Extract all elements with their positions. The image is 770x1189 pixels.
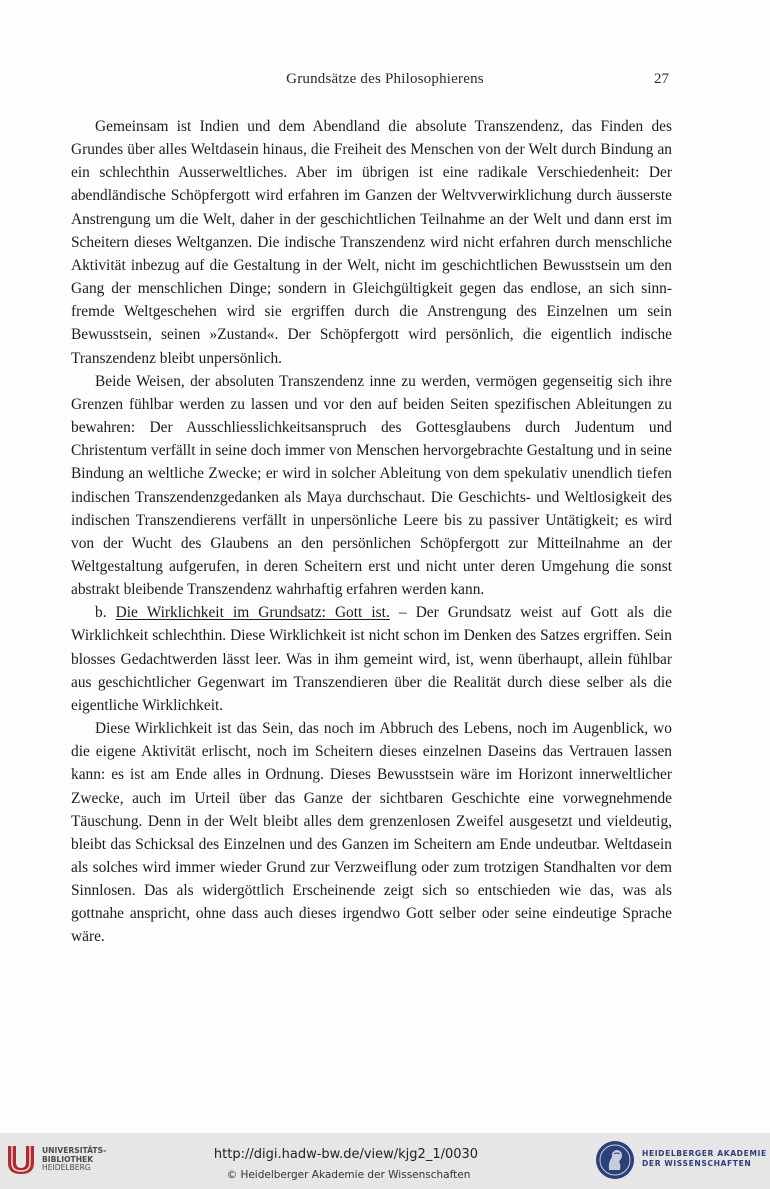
paragraph-2: Beide Weisen, der absoluten Transzendenz inne zu werden, vermögen gegenseitig sich ihre Grenzen fühlbar werden zu lassen und vor den auf beiden Seiten spezifischen Ableitungen zu bewahren: Der Ausschliesslichkeitsanspruch des Gottesglaubens durch Judentum und Christentum verfällt in seine doch immer von Menschen hervorgebrachte Gestaltung und in seine Bindung an weltliche Zwecke; er wird in solcher Ableitung von dem spekulativ unendlich tiefen indischen Transzendenzgedanken als Maya durchschaut. Die Geschichts- und Weltlosigkeit des indischen Transzendierens verfällt in unpersönliche Leere bis zu passiver Untätigkeit; es wird von der Wucht des Glaubens an den persönlichen Schöpfergott zur Mitteilnahme an der Weltgestaltung aufgerufen, in deren Scheitern erst und nicht unter deren Umgehung die sonst abstrakt bleibende Transzendenz wahrhaftig erfahren werden kann.	[71, 372, 672, 599]
university-library-name[interactable]: UNIVERSITÄTS- BIBLIOTHEK HEIDELBERG	[42, 1146, 107, 1173]
academy-name[interactable]: HEIDELBERGER AKADEMIE DER WISSENSCHAFTEN	[642, 1149, 767, 1168]
copyright-notice: © Heidelberger Akademie der Wissenschaften	[226, 1169, 471, 1181]
page-number: 27	[654, 71, 669, 87]
paragraph-3	[71, 601, 672, 717]
academy-seal-icon[interactable]	[595, 1140, 635, 1180]
section-heading: Die Wirklichkeit im Grundsatz: Gott ist.	[115, 604, 390, 622]
paragraph-3-text: – Der Grundsatz weist auf Gott als die Wirklichkeit schlechthin. Diese Wirklichkeit ist nicht schon im Denken des Satzes ergriffen. Sein blosses Gedachtwerden lässt leer. Was in ihm gemeint wird, ist, wenn überhaupt, allein fühlbar aus geschichtlicher Gegenwart im Transzendieren über die Realität durch diese selber als die eigentliche Wirklichkeit.	[71, 604, 673, 714]
paragraph-1: Gemeinsam ist Indien und dem Abendland die absolute Transzendenz, das Finden des Grundes über alles Weltdasein hinaus, die Freiheit des Menschen von der Welt durch Bindung an ein schlechthin Ausserweltliches. Aber im übrigen ist eine radikale Verschiedenheit: Der abendländische Schöpfergott wird erfahren im Ganzen der Weltvverwirklichung durch äusserste Anstrengung um die Welt, daher in der geschichtlichen Teilnahme an der Welt und dann erst im Scheitern dieses Weltganzen. Die indische Transzendenz wird nicht erfahren durch menschliche Aktivität inbezug auf die Gestaltung in der Welt, nicht im geschichtlichen Bewusstsein um den Gang der menschlichen Dinge; sondern in Gleichgültigkeit gegen das endlose, an sich sinnfremde Weltgeschehen wird sie ergriffen durch die Anstrengung des Einzelnen um sein Bewusstsein, seinen »Zustand«. Der Schöpfergott wird persönlich, die eigentlich indische Transzendenz bleibt unpersönlich.	[71, 118, 672, 367]
viewer-footer	[0, 1133, 770, 1189]
body-text	[71, 115, 672, 949]
section-marker: b.	[95, 604, 116, 622]
running-title: Grundsätze des Philosophierens	[286, 71, 484, 87]
permalink-url[interactable]: http://digi.hadw-bw.de/view/kjg2_1/0030	[213, 1147, 479, 1162]
paragraph-4: Diese Wirklichkeit ist das Sein, das noch im Abbruch des Lebens, noch im Augenblick, wo die eigene Aktivität erlischt, noch im Scheitern dieses einzelnen Daseins das Vertrauen lassen kann: es ist am Ende alles in Ordnung. Dieses Bewusstsein wäre im Horizont innerweltlicher Zwecke, auch im Urteil über das Ganze der sichtbaren Geschichte eine vorwegnehmende Täuschung. Denn in der Welt bleibt alles dem grenzenlosen Zweifel ausgesetzt und vieldeutig, bleibt das Schicksal des Einzelnen und des Ganzen im Scheitern am Ende undeutbar. Weltdasein als solches wird immer wieder Grund zur Verzweiflung oder zum trotzigen Standhalten vor dem Sinnlosen. Das als widergöttlich Erscheinende zeigt sich so entschieden wie das, was als gottnahe anspricht, ohne dass auch dieses irgendwo Gott selber oder seine eindeutige Sprache wäre.	[71, 720, 672, 946]
